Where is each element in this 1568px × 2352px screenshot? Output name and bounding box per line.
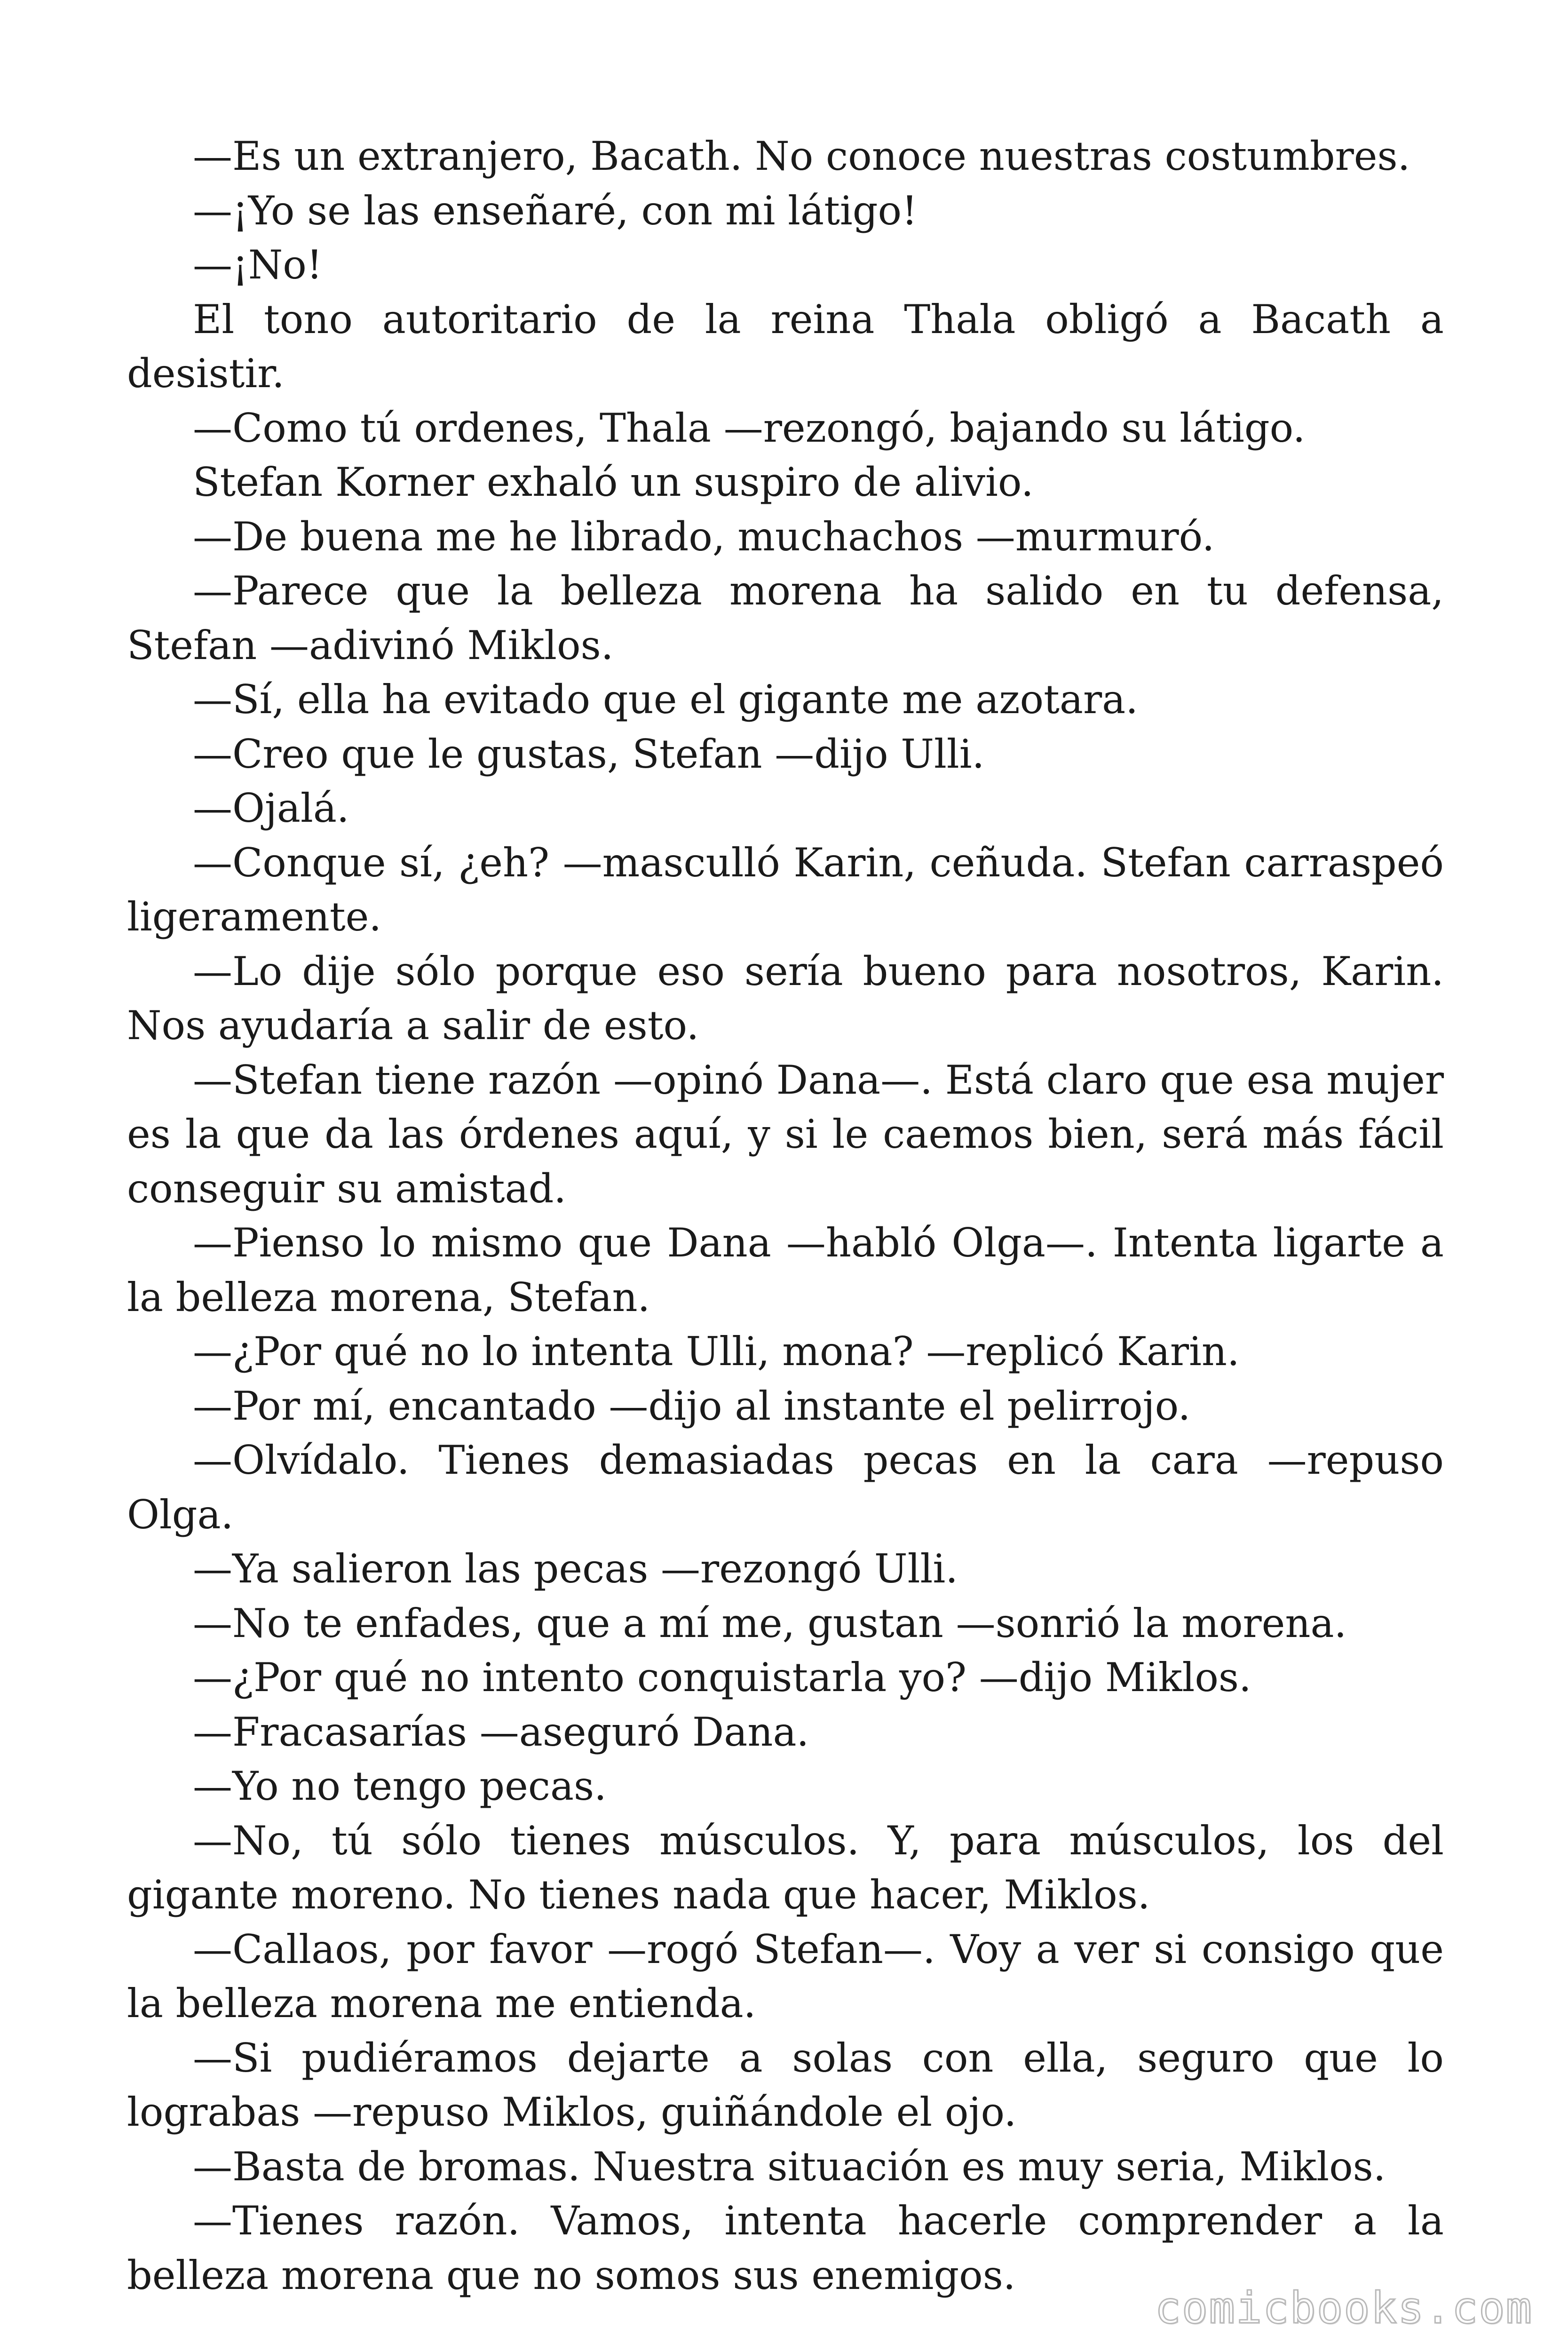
paragraph: —Fracasarías —aseguró Dana.	[193, 1708, 809, 1755]
paragraph: —Es un extranjero, Bacath. No conoce nuestras costumbres.	[193, 133, 1410, 179]
paragraph: —Parece que la belleza morena ha salido en tu defensa, Stefan —adivinó Miklos.	[127, 568, 1444, 668]
paragraph: El tono autoritario de la reina Thala obligó a Bacath a desistir.	[127, 296, 1444, 397]
paragraph: —Pienso lo mismo que Dana —habló Olga—. Intenta ligarte a la belleza morena, Stefan.	[127, 1220, 1444, 1320]
paragraph: —Stefan tiene razón —opinó Dana—. Está claro que esa mujer es la que da las órdenes aquí, y si le caemos bien, será más fácil conseguir su amistad.	[127, 1057, 1444, 1212]
page-text	[127, 129, 1444, 2303]
watermark: comicbooks.com	[1155, 2283, 1533, 2333]
paragraph: —Callaos, por favor —rogó Stefan—. Voy a ver si consigo que la belleza morena me entienda.	[127, 1926, 1444, 2026]
paragraph: —Olvídalo. Tienes demasiadas pecas en la cara —repuso Olga.	[127, 1437, 1444, 1538]
paragraph: Stefan Korner exhaló un suspiro de alivio.	[193, 459, 1034, 505]
paragraph: —Como tú ordenes, Thala —rezongó, bajando su látigo.	[193, 405, 1306, 451]
paragraph: —No te enfades, que a mí me, gustan —sonrió la morena.	[193, 1600, 1347, 1646]
paragraph: —¿Por qué no intento conquistarla yo? —dijo Miklos.	[193, 1654, 1251, 1700]
paragraph: —Basta de bromas. Nuestra situación es muy seria, Miklos.	[193, 2143, 1386, 2190]
paragraph: —Ojalá.	[193, 785, 349, 831]
paragraph: —Ya salieron las pecas —rezongó Ulli.	[193, 1546, 958, 1592]
paragraph: —Tienes razón. Vamos, intenta hacerle comprender a la belleza morena que no somos sus enemigos.	[127, 2198, 1444, 2298]
paragraph: —¿Por qué no lo intenta Ulli, mona? —replicó Karin.	[193, 1328, 1240, 1375]
paragraph: —Si pudiéramos dejarte a solas con ella, seguro que lo lograbas —repuso Miklos, guiñándole el ojo.	[127, 2034, 1444, 2135]
paragraph: —¡Yo se las enseñaré, con mi látigo!	[193, 187, 918, 234]
paragraph: —Creo que le gustas, Stefan —dijo Ulli.	[193, 731, 985, 777]
paragraph: —Conque sí, ¿eh? —masculló Karin, ceñuda. Stefan carraspeó ligeramente.	[127, 839, 1444, 940]
paragraph: —Lo dije sólo porque eso sería bueno para nosotros, Karin. Nos ayudaría a salir de esto.	[127, 948, 1444, 1049]
paragraph: —Yo no tengo pecas.	[193, 1763, 607, 1809]
paragraph: —De buena me he librado, muchachos —murmuró.	[193, 513, 1215, 560]
paragraph: —Por mí, encantado —dijo al instante el pelirrojo.	[193, 1383, 1191, 1429]
paragraph: —No, tú sólo tienes músculos. Y, para músculos, los del gigante moreno. No tienes nada que hacer, Miklos.	[127, 1817, 1444, 1918]
paragraph: —¡No!	[193, 242, 323, 288]
paragraph: —Sí, ella ha evitado que el gigante me azotara.	[193, 676, 1138, 723]
